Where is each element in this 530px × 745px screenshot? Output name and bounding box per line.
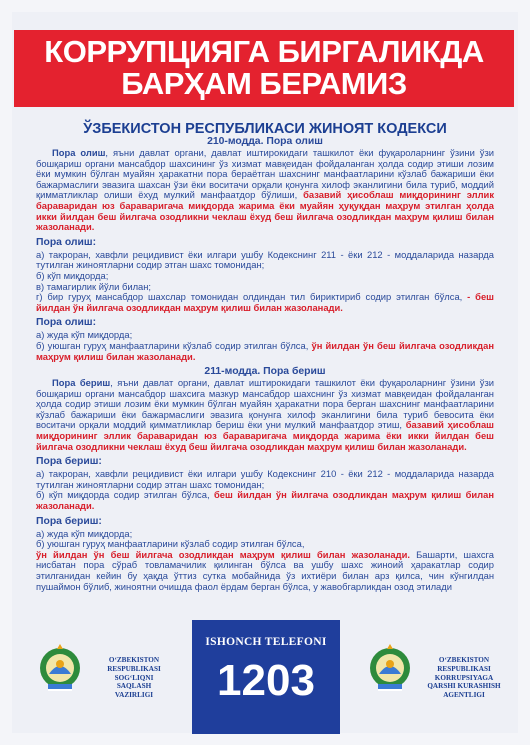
- hotline-number: 1203: [217, 656, 315, 705]
- list-item: [36, 292, 494, 313]
- anticorruption-agency-label: O‘ZBEKISTON RESPUBLIKASI KORRUPSIYAGA QARSHI KURASHISH AGENTLIGI: [427, 656, 501, 700]
- article-210-group1-last-text: г) бир гуруҳ мансабдор шахслар томонидан олдиндан тил бириктириб содир этилган бўлса,: [36, 291, 468, 303]
- article-210-group1-label: Пора олиш:: [36, 236, 97, 248]
- slogan-line-1: КОРРУПЦИЯГА БИРГАЛИКДА: [44, 34, 484, 69]
- hotline-box: [192, 620, 340, 734]
- article-210-intro-term: Пора олиш: [52, 147, 106, 158]
- document-body: [36, 136, 494, 592]
- article-211-intro-text: , яъни давлат органи, давлат иштирокидаги ташкилот ёки фуқароларнинг ўзини ўзи бошқариш органи мансабдор шахсига мазкур мансабдор шахснинг ўз хизмат мавқеидан фойдаланган ҳолда содир этиши лозим ёки мумкин бўлган муайян ҳаракатни пора берган шахснинг манфаатларини кўзлаб бажариши ёки бажармаслиги эвазига қонунга хилоф эканлигини била туриб бевосита ёки воситачи орқали моддий қимматликлар бериш ёки уни мулкий манфаатдор этиш,: [36, 377, 494, 431]
- list-item: в) тамагирлик йўли билан;: [36, 280, 152, 292]
- list-item: б) кўп миқдорда;: [36, 269, 109, 281]
- article-211-intro-term: Пора бериш: [52, 377, 111, 389]
- article-210-intro-text: , яъни давлат органи, давлат иштирокидаги ташкилот ёки фуқароларнинг ўзини ўзи бошқариш органи мансабдор шахсининг ўз хизмат мавқеидан фойдаланган ҳолда содир этиши лозим ёки мумкин бўлган муайян ҳаракатни пора бераётган шахснинг манфаатларини кўзлаб бажариши ёки бажармаслиги эвазига шахсан ўзи ёки воситачи орқали қонунга хилоф эканлигини била туриб, моддий қимматликлар олиши ёхуд мулкий манфаатдор бўлиши,: [36, 147, 494, 201]
- article-211-intro-penalty: базавий ҳисоблаш миқдорининг эллик бараваридан юз бараваригача миқдорда жарима ёки икки йилдан беш йилгача озодликни чеклаш ёхуд беш йилгача озодликдан маҳрум қилиш билан жазоланади.: [36, 419, 494, 452]
- code-title: ЎЗБЕКИСТОН РЕСПУБЛИКАСИ ЖИНОЯТ КОДЕКСИ: [83, 121, 447, 137]
- article-211-final: [36, 550, 494, 592]
- health-ministry-label: O‘ZBEKISTON RESPUBLIKASI SOG‘LIQNI SAQLASH VAZIRLIGI: [107, 656, 161, 700]
- list-item: а) такроран, хавфли рецидивист ёки илгари ушбу Кодекснинг 210 - ёки 212 - моддаларида назарда тутилган жиноятларни содир этган шахс томонидан;: [36, 468, 494, 490]
- article-211-intro: [36, 378, 494, 452]
- list-item: б) уюшган гуруҳ манфаатларини кўзлаб содир этилган бўлса,: [36, 538, 305, 550]
- article-211-title: 211-модда. Пора бериш: [204, 366, 326, 378]
- article-210-intro: [36, 148, 494, 233]
- list-item: а) такроран, хавфли рецидивист ёки илгари ушбу Кодекснинг 211 - ёки 212 - моддаларида назарда тутилган жиноятларни содир этган шахс томонидан;: [36, 248, 494, 271]
- article-210-intro-penalty: базавий ҳисоблаш миқдорининг эллик бараваридан юз бараваригача миқдорда жарима ёки муайян ҳуқуқдан маҳрум этилган ҳолда икки йилдан беш йилгача озодликни чеклаш ёхуд беш йилгача озодликдан маҳрум қилиш билан жазоланади.: [36, 189, 495, 233]
- uzbekistan-emblem-icon: [366, 640, 414, 696]
- article-210-title: 210-модда. Пора олиш: [207, 136, 323, 147]
- slogan-line-2: БАРҲАМ БЕРАМИЗ: [121, 66, 407, 101]
- article-210-group2-label: Пора олиш:: [36, 317, 97, 329]
- article-211-group1-penalty: беш йилдан ўн йилгача озодликдан маҳрум қилиш билан жазоланади.: [36, 489, 494, 512]
- list-item: [36, 341, 494, 362]
- article-210-group2-penalty: ўн йилдан ўн беш йилгача озодликдан маҳрум қилиш билан жазоланади.: [36, 339, 495, 362]
- article-210-group2-last-text: б) уюшган гуруҳ манфаатларини кўзлаб содир этилган бўлса,: [36, 339, 312, 351]
- article-210-group1-penalty: - беш йилдан ўн йилгача озодликдан маҳрум қилиш билан жазоланади.: [36, 291, 494, 313]
- slogan-banner: [14, 30, 514, 107]
- article-211-final-penalty: ўн йилдан ўн беш йилгача озодликдан маҳрум қилиш билан жазоланади.: [36, 548, 410, 560]
- footer: [14, 620, 514, 734]
- hotline-label: ISHONCH TELEFONI: [205, 636, 327, 648]
- list-item: а) жуда кўп миқдорда;: [36, 329, 133, 341]
- article-211-final-text: Башарти, шахсга нисбатан пора сўраб товламачилик қилинган бўлса ва ушбу шахс жиноий ҳаракатлар содир этилганидан кейин бу ҳақда ўттиз сутка мобайнида ўз ихтиёри билан арз қилса, чин кўнгилдан пушаймон бўлиб, жиноятни очишда фаол ёрдам берган бўлса, у жавобгарликдан озод этилади: [36, 548, 494, 592]
- list-item: [36, 490, 494, 511]
- uzbekistan-emblem-icon: [36, 640, 84, 696]
- article-211-group1-label: Пора бериш:: [36, 456, 102, 468]
- list-item: а) жуда кўп миқдорда;: [36, 527, 133, 539]
- article-211-group2-label: Пора бериш:: [36, 515, 102, 527]
- article-211-group1-last-text: б) кўп миқдорда содир этилган бўлса,: [36, 489, 214, 501]
